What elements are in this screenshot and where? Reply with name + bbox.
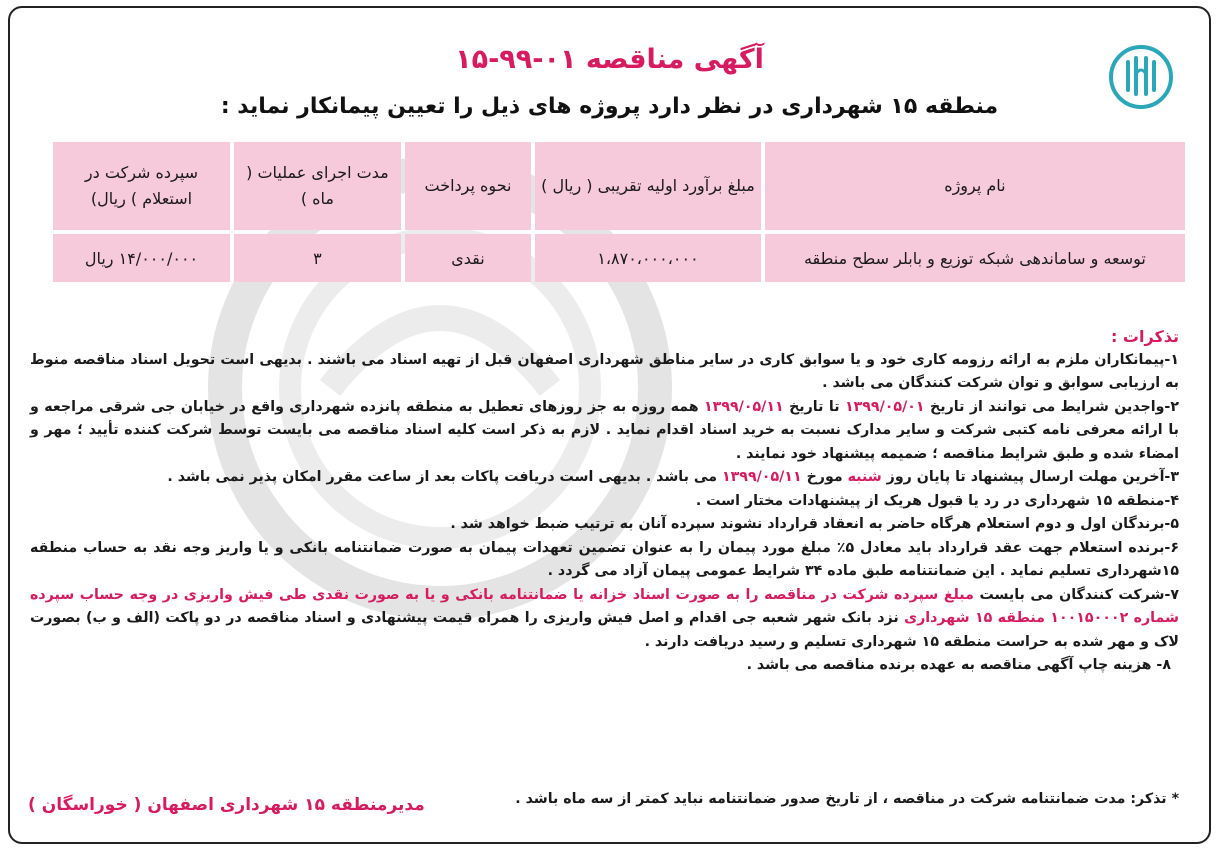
- note-2-text-b: تا تاریخ: [783, 398, 845, 415]
- note-3-text-a: ۳-آخرین مهلت ارسال پیشنهاد تا پایان روز: [881, 469, 1179, 485]
- note-8: ۸- هزینه چاپ آگهی مناقصه به عهده برنده مناقصه می باشد .: [746, 657, 1171, 673]
- cell-project-name: توسعه و ساماندهی شبکه توزیع و بابلر سطح منطقه: [765, 234, 1185, 282]
- note-7: [30, 584, 1179, 655]
- notes-heading: تذکرات :: [1110, 327, 1179, 346]
- note-2-end-date: ۱۳۹۹/۰۵/۱۱: [704, 398, 784, 415]
- note-3-text-b: مورخ: [801, 469, 848, 485]
- note-4: ۴-منطقه ۱۵ شهرداری در رد یا قبول هریک از پیشنهادات مختار است .: [695, 492, 1179, 509]
- notice-subtitle: منطقه ۱۵ شهرداری در نظر دارد پروژه های ذیل را تعیین پیمانکار نماید :: [220, 94, 999, 119]
- footnote: * تذکر: مدت ضمانتنامه شرکت در مناقصه ، از تاریخ صدور ضمانتنامه نباید کمتر از سه ماه باشد .: [515, 791, 1179, 807]
- note-7-deposit-account: مبلغ سپرده شرکت در مناقصه را به صورت اسناد خزانه یا ضمانتنامه بانکی و یا به صورت نقدی طی فیش واریزی در وجه حساب سپرده شماره ۱۰۰۱۵۰۰۰۲ منطقه ۱۵ شهرداری: [30, 586, 1179, 626]
- header-deposit: سپرده شرکت در استعلام ) ریال): [53, 142, 230, 230]
- note-3: [30, 466, 1179, 490]
- table-row: [53, 234, 1185, 282]
- note-2-text-a: ۲-واجدین شرایط می توانند از تاریخ: [924, 398, 1179, 415]
- note-2-text-c: همه روزه به جز روزهای تعطیل به منطقه پانزده شهرداری واقع در خیابان جی شرقی مراجعه و با ارائه معرفی نامه کتبی شرکت و سایر مدارک نسبت به خرید اسناد اقدام نماید . لازم به ذکر است کلیه اسناد مناقصه می بایست توسط شرکت کننده تأیید ؛ مهر و امضاء شده و طبق شرایط مناقصه ؛ ضمیمه پیشنهاد خود نمایند .: [30, 398, 1179, 462]
- note-7-text-a: ۷-شرکت کنندگان می بایست: [973, 586, 1179, 603]
- note-2: [30, 396, 1179, 467]
- cell-estimated-amount: ۱،۸۷۰،۰۰۰،۰۰۰: [535, 234, 761, 282]
- note-3-date: ۱۳۹۹/۰۵/۱۱: [721, 469, 802, 485]
- note-3-text-c: می باشد . بدیهی است دریافت پاکات بعد از ساعت مقرر امکان پذیر نمی باشد .: [167, 469, 722, 485]
- header-payment-method: نحوه پرداخت: [405, 142, 531, 230]
- notice-frame: [8, 6, 1211, 844]
- note-6: ۶-برنده استعلام جهت عقد قرارداد باید معادل ۵٪ مبلغ مورد پیمان را به عنوان تضمین تعهدات پیمان به صورت ضمانتنامه بانکی و یا واریز وجه نقد به حساب منطقه ۱۵شهرداری تسلیم نماید . این ضمانتنامه طبق ماده ۳۴ شرایط عمومی پیمان آزاد می گردد .: [30, 539, 1179, 579]
- note-5: ۵-برندگان اول و دوم استعلام هرگاه حاضر به انعقاد قرارداد نشوند سپرده آنان به ترتیب ضبط خواهد شد .: [450, 516, 1179, 532]
- note-7-text-b: نزد بانک شهر شعبه جی اقدام و اصل فیش واریزی را همراه قیمت پیشنهادی و اسناد مناقصه در دو پاکت (الف و ب) بصورت لاک و مهر شده به حراست منطقه ۱۵ شهرداری تسلیم و رسید دریافت دارند .: [30, 610, 1179, 650]
- cell-duration: ۳: [234, 234, 401, 282]
- table-header-row: [53, 142, 1185, 230]
- header-project-name: نام پروژه: [765, 142, 1185, 230]
- signature: مدیرمنطقه ۱۵ شهرداری اصفهان ( خوراسگان ): [28, 795, 425, 815]
- cell-payment-method: نقدی: [405, 234, 531, 282]
- header-duration: مدت اجرای عملیات ( ماه ): [234, 142, 401, 230]
- projects-table: [49, 138, 1189, 286]
- header-estimated-amount: مبلغ برآورد اولیه تقریبی ( ریال ): [535, 142, 761, 230]
- note-3-day: شنبه: [847, 469, 882, 485]
- cell-deposit: ۱۴/۰۰۰/۰۰۰ ریال: [53, 234, 230, 282]
- note-2-start-date: ۱۳۹۹/۰۵/۰۱: [844, 398, 925, 415]
- notice-title: آگهی مناقصه ۰۱-۹۹-۱۵: [455, 44, 764, 75]
- notes-section: [30, 325, 1179, 678]
- note-1: ۱-پیمانکاران ملزم به ارائه رزومه کاری خود و یا سوابق کاری در سایر مناطق شهرداری اصفهان قبل از تهیه اسناد می باشند . بدیهی است تحویل اسناد مناقصه منوط به ارزیابی سوابق و توان شرکت کنندگان می باشد .: [30, 351, 1179, 391]
